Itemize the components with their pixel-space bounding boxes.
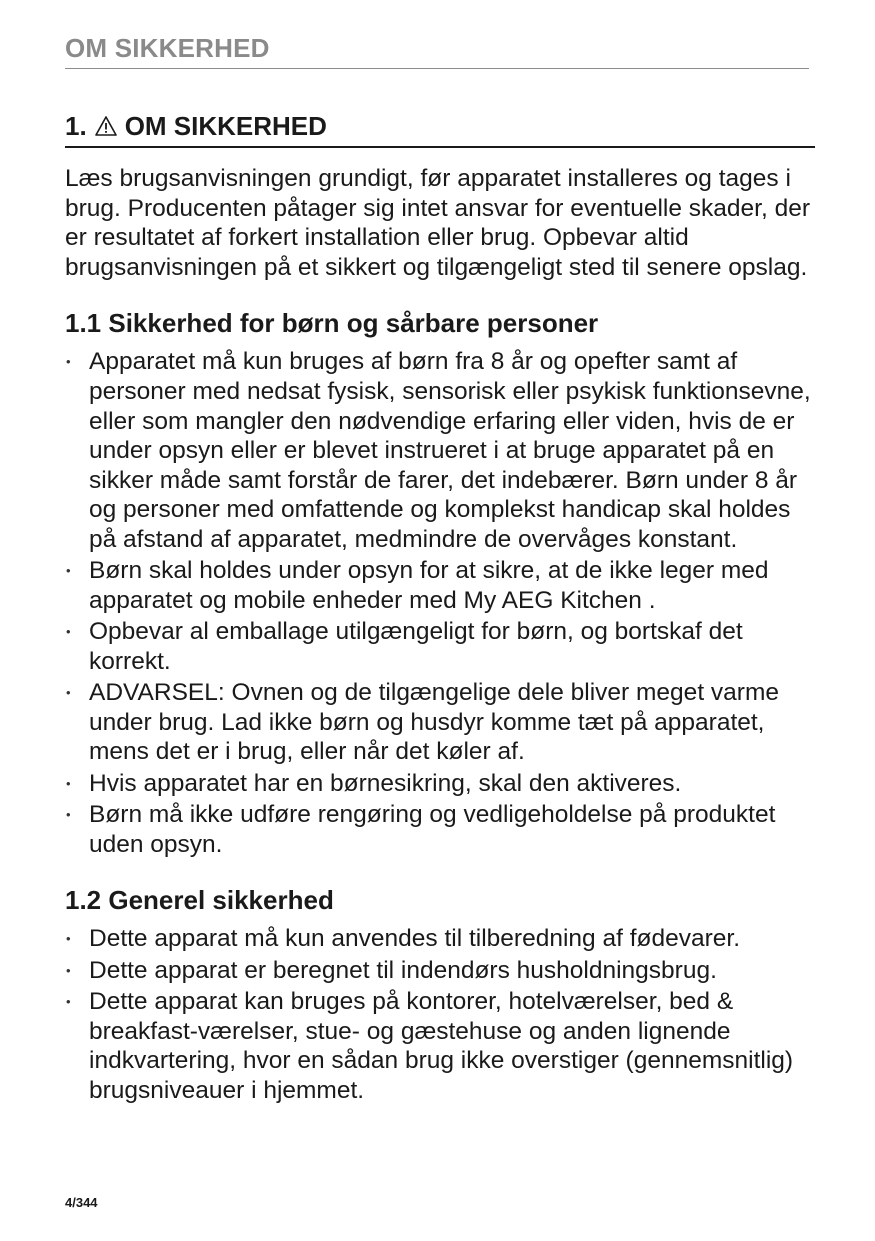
list-item <box>65 617 815 676</box>
section-title-general-safety: 1.2 Generel sikkerhed <box>65 885 334 916</box>
list-item-text: Opbevar al emballage utilgængeligt for børn, og bortskaf det korrekt. <box>89 618 743 675</box>
bullet-icon: • <box>66 807 71 823</box>
children-safety-list <box>65 347 815 859</box>
bullet-icon: • <box>66 685 71 701</box>
warning-triangle-icon <box>95 115 117 137</box>
list-item-text: Dette apparat kan bruges på kontorer, hotelværelser, bed & breakfast-værelser, stue- og gæstehuse og anden lignende indkvartering, hvor en sådan brug ikke overstiger (gennemsnitlig) brugsniveauer i hjemmet. <box>89 988 794 1105</box>
list-item <box>65 956 815 986</box>
list-item <box>65 769 815 799</box>
page-number: 4/344 <box>65 1195 98 1210</box>
general-safety-list <box>65 924 815 1105</box>
bullet-icon: • <box>66 563 71 579</box>
list-item <box>65 678 815 767</box>
list-item-text: Dette apparat er beregnet til indendørs husholdningsbrug. <box>89 956 717 984</box>
bullet-icon: • <box>66 354 71 370</box>
bullet-icon: • <box>66 624 71 640</box>
running-header <box>65 32 809 69</box>
list-item-text: Børn skal holdes under opsyn for at sikre, at de ikke leger med apparatet og mobile enheder med My AEG Kitchen . <box>89 557 769 614</box>
list-item <box>65 556 815 615</box>
bullet-icon: • <box>66 962 71 978</box>
list-item-text: Apparatet må kun bruges af børn fra 8 år og opefter samt af personer med nedsat fysisk, sensorisk eller psykisk funktionsevne, eller som mangler den nødvendige erfaring eller viden, hvis de er under opsyn eller er blevet instrueret i at bruge apparatet på en sikker måde samt forstår de farer, det indebærer. Børn under 8 år og personer med omfattende og komplekst handicap skal holdes på afstand af apparatet, medmindre de overvåges konstant. <box>89 348 811 553</box>
list-item-text: ADVARSEL: Ovnen og de tilgængelige dele bliver meget varme under brug. Lad ikke børn og husdyr komme tæt på apparatet, mens det er i brug, eller når det køler af. <box>89 679 779 766</box>
page-content <box>65 108 815 1107</box>
bullet-icon: • <box>66 775 71 791</box>
section-title-children-safety: 1.1 Sikkerhed for børn og sårbare personer <box>65 308 599 339</box>
chapter-title <box>65 108 815 148</box>
list-item <box>65 987 815 1105</box>
running-header-title: OM SIKKERHED <box>65 33 270 63</box>
list-item <box>65 800 815 859</box>
list-item <box>65 924 815 954</box>
list-item <box>65 347 815 554</box>
bullet-icon: • <box>66 994 71 1010</box>
bullet-icon: • <box>66 931 71 947</box>
intro-paragraph: Læs brugsanvisningen grundigt, før apparatet installeres og tages i brug. Producenten påtager sig intet ansvar for eventuelle skader, der er resultatet af forkert installation eller brug. Opbevar altid brugsanvisningen på et sikkert og tilgængeligt sted til senere opslag. <box>65 165 810 281</box>
list-item-text: Hvis apparatet har en børnesikring, skal den aktiveres. <box>89 769 682 797</box>
list-item-text: Dette apparat må kun anvendes til tilberedning af fødevarer. <box>89 925 740 953</box>
list-item-text: Børn må ikke udføre rengøring og vedligeholdelse på produktet uden opsyn. <box>89 801 776 858</box>
chapter-number: 1. <box>65 111 87 141</box>
chapter-title-text: OM SIKKERHED <box>124 111 327 141</box>
